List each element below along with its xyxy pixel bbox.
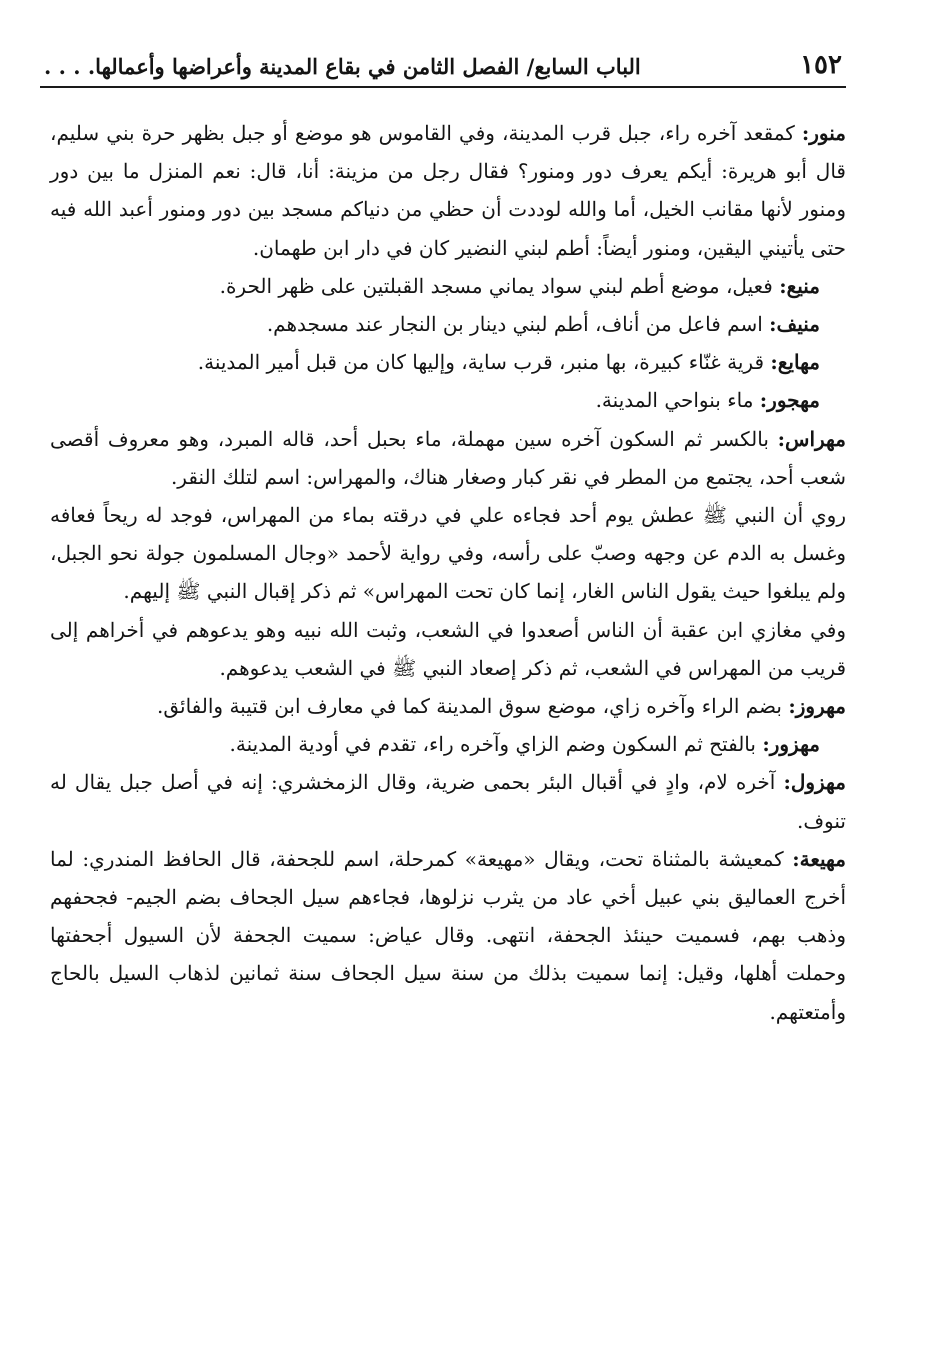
entry-munif	[50, 305, 846, 343]
paragraph-hadith-uhud: روي أن النبي ﷺ عطش يوم أحد فجاءه علي في درقته بماء من المهراس، فوجد له ريحاً فعافه وغسل به الدم عن وجهه وصبّ على رأسه، وفي رواية لأحمد «وجال المسلمون جولة نحو الجبل، ولم يبلغوا حيث يقول الناس الغار، إنما كان تحت المهراس» ثم ذكر إقبال النبي ﷺ إليهم.	[50, 503, 846, 604]
entry-mahyaa	[50, 840, 846, 1031]
entry-mihras	[50, 420, 846, 496]
entry-term: مهايع:	[770, 350, 820, 375]
entry-text: اسم فاعل من أناف، أطم لبني دينار بن النجار عند مسجدهم.	[266, 312, 770, 337]
entry-term: مهجور:	[759, 388, 820, 413]
entry-term: مهيعة:	[792, 846, 846, 871]
entry-term: مهراس:	[777, 426, 846, 451]
entry-text: بالكسر ثم السكون آخره سين مهملة، ماء بحبل أحد، قاله المبرد، وهو معروف أقصى شعب أحد، يجتمع من المطر في نقر كبار وصغار هناك، والمهراس: اسم لتلك النقر.	[50, 426, 846, 489]
entry-text: بالفتح ثم السكون وضم الزاي وآخره راء، تقدم في أودية المدينة.	[229, 732, 763, 757]
entry-term: منيف:	[769, 312, 820, 337]
running-title: الباب السابع/ الفصل الثامن في بقاع المدينة وأعراضها وأعمالها. . . .	[44, 54, 641, 79]
page-header	[40, 46, 846, 88]
entry-text: آخره لام، وادٍ في أقبال البئر بحمى ضرية، وقال الزمخشري: إنه في أصل جبل يقال له تنوف.	[50, 770, 846, 833]
entry-mahzur	[50, 725, 846, 763]
page-body	[50, 114, 846, 1031]
entry-manie	[50, 267, 846, 305]
entry-term: مهزور:	[762, 732, 820, 757]
entry-mahruz	[50, 687, 846, 725]
entry-text: فعيل، موضع أطم لبني سواد يماني مسجد القبلتين على ظهر الحرة.	[219, 273, 780, 298]
entry-manwar	[50, 114, 846, 267]
entry-text: بضم الراء وآخره زاي، موضع سوق المدينة كما في معارف ابن قتيبة والفائق.	[156, 694, 789, 719]
entry-term: مهروز:	[788, 694, 846, 719]
page-number: ١٥٢	[800, 50, 842, 80]
entry-mahzul	[50, 763, 846, 839]
entry-text: كمعيشة بالمثناة تحت، ويقال «مهيعة» كمرحلة، اسم للجحفة، قال الحافظ المندري: لما أخرج العماليق بني عبيل أخي عاد من يثرب نزلوها، فجاءهم سيل الجحاف بضم الجيم- فجحفهم وذهب بهم، فسميت حينئذ الجحفة، انتهى. وقال عياض: سميت الجحفة لأن السيول أجحفتها وحملت أهلها، وقيل: إنما سميت بذلك من سنة سيل الجحاف سنة ثمانين لذهاب السيل بالحاج وأمتعتهم.	[50, 846, 847, 1024]
paragraph-maghazi: وفي مغازي ابن عقبة أن الناس أصعدوا في الشعب، وثبت الله نبيه وهو يدعوهم في أخراهم إلى قريب من المهراس في الشعب، ثم ذكر إصعاد النبي ﷺ في الشعب يدعوهم.	[50, 617, 846, 680]
entry-mahjur	[50, 381, 846, 419]
entry-mahayie	[50, 343, 846, 381]
entry-term: منور:	[801, 121, 846, 145]
entry-term: منيع:	[779, 273, 820, 298]
entry-text: ماء بنواحي المدينة.	[595, 388, 760, 413]
entry-text: كمقعد آخره راء، جبل قرب المدينة، وفي القاموس هو موضع أو جبل بظهر حرة بني سليم، قال أبو هريرة: أيكم يعرف دور ومنور؟ فقال رجل من مزينة: أنا، قال: نعم المنزل ما بين دور ومنور لأنها مقانب الخيل، أما والله لوددت أن حظي من دنياكم مسجد بين دور ومنور أعبد الله فيه حتى يأتيني اليقين، ومنور أيضاً: أطم لبني النضير كان في دار ابن طهمان.	[50, 121, 846, 260]
entry-term: مهزول:	[783, 770, 846, 795]
entry-text: قرية غنّاء كبيرة، بها منبر، قرب ساية، وإليها كان من قبل أمير المدينة.	[197, 350, 771, 375]
